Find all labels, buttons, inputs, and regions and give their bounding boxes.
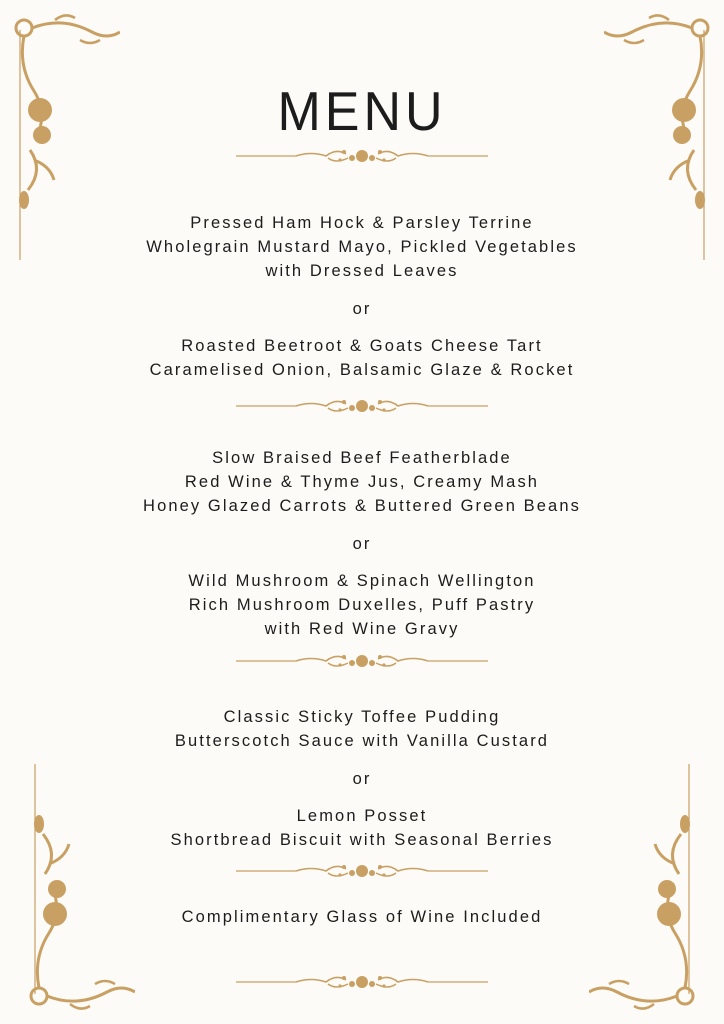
footer-note: Complimentary Glass of Wine Included — [181, 908, 543, 926]
main-1-desc: Honey Glazed Carrots & Buttered Green Beans — [143, 497, 581, 515]
corner-ornament-bottom-right — [589, 754, 699, 1014]
divider-ornament — [236, 651, 488, 671]
or-separator: or — [352, 770, 372, 788]
dessert-2-desc: Shortbread Biscuit with Seasonal Berries — [170, 831, 554, 849]
corner-ornament-bottom-left — [25, 754, 135, 1014]
bottom-border-ornament — [236, 972, 488, 992]
or-separator: or — [352, 535, 372, 553]
main-1-desc: Red Wine & Thyme Jus, Creamy Mash — [184, 473, 540, 491]
divider-ornament — [236, 396, 488, 416]
page-title: MENU — [277, 81, 447, 143]
dessert-1-name: Classic Sticky Toffee Pudding — [223, 708, 501, 726]
starter-2-desc: Caramelised Onion, Balsamic Glaze & Rocket — [149, 361, 575, 379]
divider-ornament — [236, 146, 488, 166]
main-2-desc: with Red Wine Gravy — [264, 620, 460, 638]
starter-2-name: Roasted Beetroot & Goats Cheese Tart — [181, 337, 543, 355]
dessert-1-desc: Butterscotch Sauce with Vanilla Custard — [174, 732, 550, 750]
main-2-name: Wild Mushroom & Spinach Wellington — [188, 572, 536, 590]
dessert-2-name: Lemon Posset — [296, 807, 428, 825]
or-separator: or — [352, 300, 372, 318]
starter-1-desc: with Dressed Leaves — [265, 262, 459, 280]
main-2-desc: Rich Mushroom Duxelles, Puff Pastry — [188, 596, 536, 614]
main-1-name: Slow Braised Beef Featherblade — [212, 449, 512, 467]
starter-1-desc: Wholegrain Mustard Mayo, Pickled Vegetables — [146, 238, 578, 256]
divider-ornament — [236, 861, 488, 881]
starter-1-name: Pressed Ham Hock & Parsley Terrine — [190, 214, 534, 232]
